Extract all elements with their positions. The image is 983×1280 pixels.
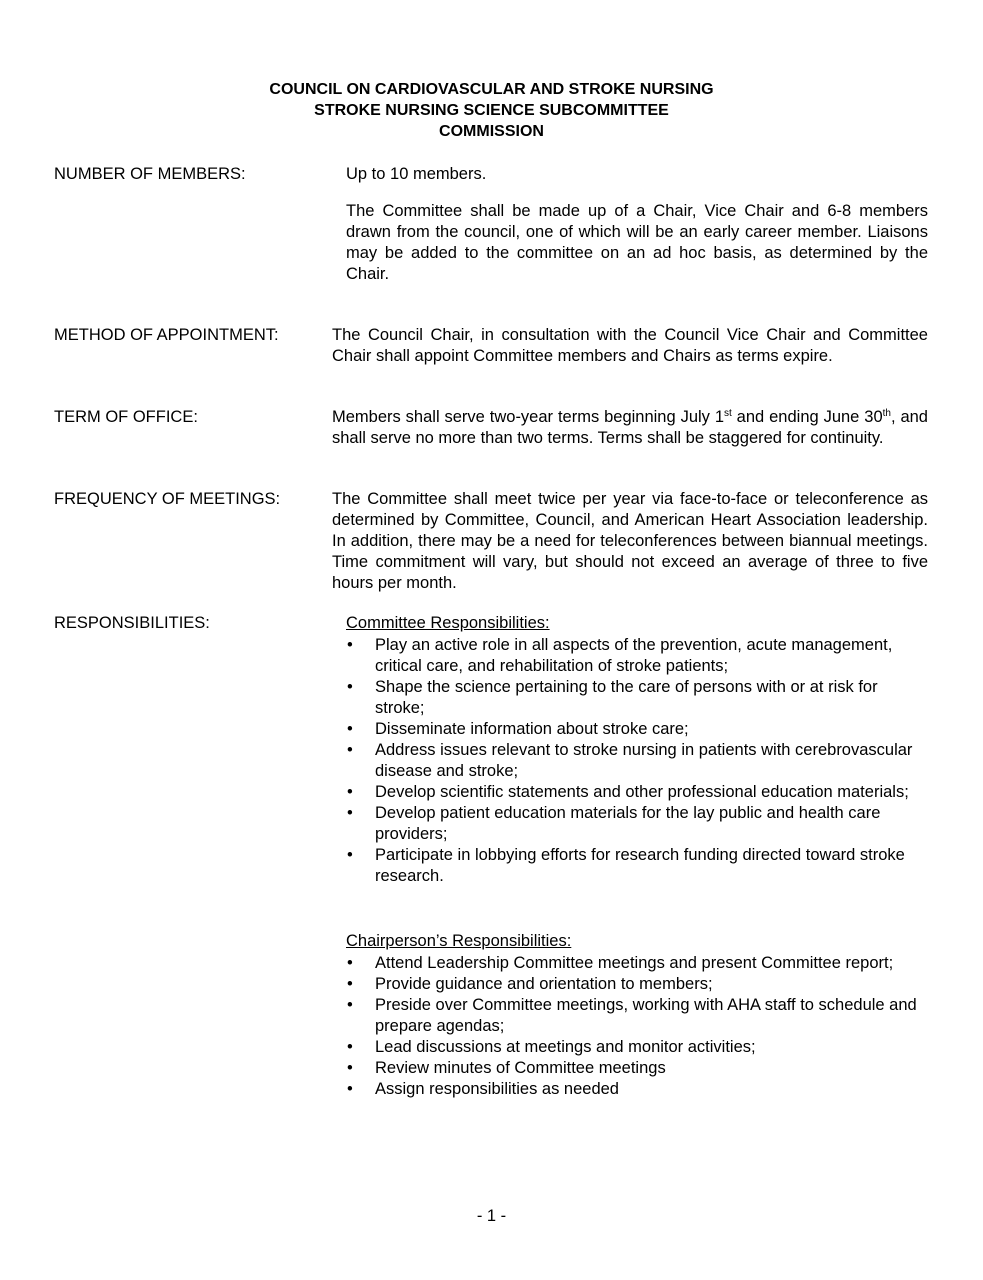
list-item: • Preside over Committee meetings, working with AHA staff to schedule and prepare agendas; xyxy=(346,995,928,1037)
list-item: • Participate in lobbying efforts for research funding directed toward stroke research. xyxy=(346,845,928,887)
document-title-line3: COMMISSION xyxy=(439,123,544,140)
list-item: • Assign responsibilities as needed xyxy=(346,1079,928,1100)
term-sup-a: st xyxy=(724,408,732,419)
members-composition-text: The Committee shall be made up of a Chair, Vice Chair and 6-8 members drawn from the council, one of which will be an early career member. Liaisons may be added to the committee on an ad hoc basis, as determined by the Chair. xyxy=(346,202,928,283)
list-item: • Develop scientific statements and other professional education materials; xyxy=(346,782,928,803)
list-item: • Address issues relevant to stroke nursing in patients with cerebrovascular disease and stroke; xyxy=(346,740,928,782)
document-title-line2: STROKE NURSING SCIENCE SUBCOMMITTEE xyxy=(314,102,669,119)
appointment-text: The Council Chair, in consultation with the Council Vice Chair and Committee Chair shall appoint Committee members and Chairs as terms expire. xyxy=(332,326,928,365)
list-item: • Attend Leadership Committee meetings and present Committee report; xyxy=(346,953,928,974)
term-text-c: , and shall serve no more than two terms. Terms shall be staggered for continuity. xyxy=(332,408,928,447)
term-text-a: Members shall serve two-year terms beginning July 1 xyxy=(332,408,724,426)
list-item: • Lead discussions at meetings and monitor activities; xyxy=(346,1037,928,1058)
page-number: - 1 - xyxy=(476,1207,507,1225)
appointment-label: METHOD OF APPOINTMENT: xyxy=(54,326,279,344)
list-item: • Develop patient education materials for the lay public and health care providers; xyxy=(346,803,928,845)
term-label: TERM OF OFFICE: xyxy=(54,408,198,426)
list-item: • Provide guidance and orientation to members; xyxy=(346,974,928,995)
members-label: NUMBER OF MEMBERS: xyxy=(54,165,246,183)
members-count-text: Up to 10 members. xyxy=(346,165,487,183)
chairperson-responsibilities-heading: Chairperson’s Responsibilities: xyxy=(346,932,572,950)
meetings-text: The Committee shall meet twice per year via face-to-face or teleconference as determined by Committee, Council, and American Heart Association leadership. In addition, there may be a need for teleconferences between biannual meetings. Time commitment will vary, but should not exceed an average of three to five hours per month. xyxy=(332,490,928,592)
list-item: • Review minutes of Committee meetings xyxy=(346,1058,928,1079)
document-title-line1: COUNCIL ON CARDIOVASCULAR AND STROKE NURSING xyxy=(269,81,714,98)
list-item: • Disseminate information about stroke care; xyxy=(346,719,928,740)
list-item: • Shape the science pertaining to the care of persons with or at risk for stroke; xyxy=(346,677,928,719)
meetings-label: FREQUENCY OF MEETINGS: xyxy=(54,490,281,508)
term-text xyxy=(332,407,928,449)
committee-responsibilities-heading: Committee Responsibilities: xyxy=(346,614,550,632)
committee-responsibilities-list xyxy=(346,635,928,887)
chairperson-responsibilities-list xyxy=(346,953,928,1100)
term-text-b: and ending June 30 xyxy=(731,408,883,426)
term-sup-b: th xyxy=(882,408,891,419)
responsibilities-label: RESPONSIBILITIES: xyxy=(54,614,210,632)
list-item: • Play an active role in all aspects of the prevention, acute management, critical care, and rehabilitation of stroke patients; xyxy=(346,635,928,677)
